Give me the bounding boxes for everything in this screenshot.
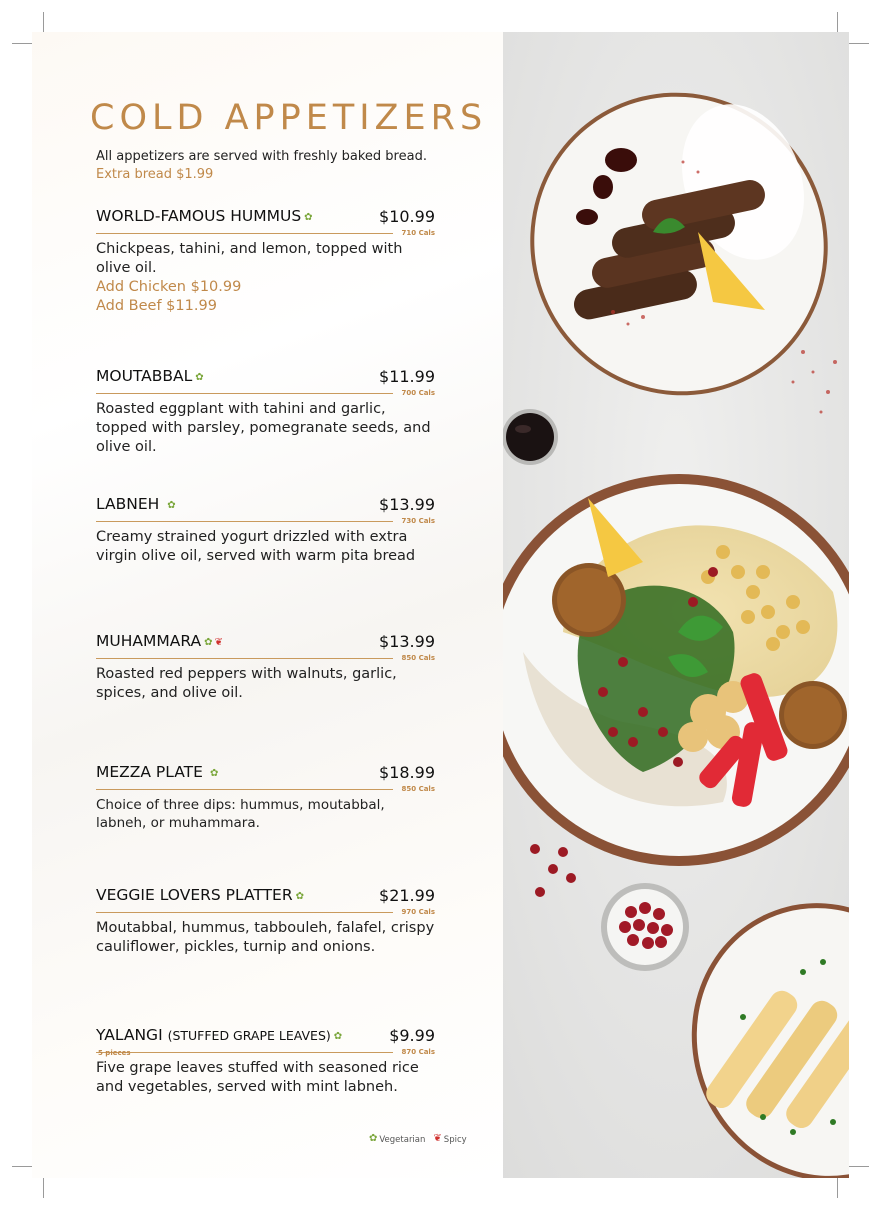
divider [96, 521, 393, 522]
item-description: Chickpeas, tahini, and lemon, topped with olive oil. [96, 241, 403, 276]
divider [96, 233, 393, 234]
crop-mark [837, 1178, 838, 1198]
crop-mark [849, 43, 869, 44]
leaf-icon: ✿ [295, 891, 305, 902]
crop-mark [43, 12, 44, 32]
item-description: Five grape leaves stuffed with seasoned rice and vegetables, served with mint labneh. [96, 1060, 419, 1095]
item-calories: 700 Cals [401, 389, 435, 397]
menu-item-yalangi [96, 1026, 435, 1097]
item-price: $13.99 [379, 495, 435, 514]
menu-item-world-famous-hummus [96, 207, 435, 316]
crop-mark [43, 1178, 44, 1198]
item-description: Roasted eggplant with tahini and garlic, topped with parsley, pomegranate seeds, and olive oil. [96, 401, 431, 455]
menu-page [32, 32, 849, 1178]
item-name: VEGGIE LOVERS PLATTER [96, 886, 293, 904]
item-calories: 730 Cals [401, 517, 435, 525]
legend-vegetarian: Vegetarian [379, 1135, 426, 1145]
page-title: COLD APPETIZERS [90, 98, 488, 138]
chili-pepper-icon: ❦ [433, 1133, 442, 1144]
item-name: MUHAMMARA [96, 632, 202, 650]
addon-beef: Add Beef $11.99 [96, 298, 217, 314]
item-name: LABNEH [96, 495, 160, 513]
menu-panel [32, 32, 503, 1178]
addon-chicken: Add Chicken $10.99 [96, 279, 242, 295]
item-price: $21.99 [379, 886, 435, 905]
item-calories: 870 Cals [401, 1048, 435, 1056]
menu-item-mezza-plate [96, 763, 435, 832]
divider [96, 658, 393, 659]
item-pieces: 5 pieces [98, 1049, 131, 1057]
item-description: Creamy strained yogurt drizzled with extra virgin olive oil, served with warm pita bread [96, 529, 416, 564]
item-description: Choice of three dips: hummus, moutabbal, labneh, or muhammara. [96, 797, 385, 831]
divider [96, 912, 393, 913]
food-photo [503, 32, 849, 1178]
menu-item-muhammara [96, 632, 435, 703]
item-price: $18.99 [379, 763, 435, 782]
item-name: YALANGI [96, 1026, 163, 1044]
item-calories: 710 Cals [401, 229, 435, 237]
chili-pepper-icon: ❦ [214, 637, 223, 648]
item-calories: 970 Cals [401, 908, 435, 916]
crop-mark [12, 1166, 32, 1167]
item-price: $11.99 [379, 367, 435, 386]
menu-item-labneh [96, 495, 435, 566]
crop-mark [837, 12, 838, 32]
intro-text: All appetizers are served with freshly baked bread. [96, 149, 427, 164]
crop-mark [849, 1166, 869, 1167]
leaf-icon: ✿ [333, 1031, 343, 1042]
item-price: $13.99 [379, 632, 435, 651]
item-name-subtitle: (STUFFED GRAPE LEAVES) [167, 1028, 331, 1043]
menu-item-veggie-lovers-platter [96, 886, 435, 957]
leaf-icon: ✿ [304, 212, 313, 223]
sauce-bowl [503, 409, 558, 465]
item-name: WORLD-FAMOUS HUMMUS [96, 207, 302, 225]
item-description: Roasted red peppers with walnuts, garlic, spices, and olive oil. [96, 666, 397, 701]
item-name: MEZZA PLATE [96, 763, 203, 781]
leaf-icon: ✿ [167, 500, 176, 511]
divider [96, 393, 393, 394]
food-photo-panel [503, 32, 849, 1178]
divider [96, 789, 393, 790]
item-calories: 850 Cals [401, 654, 435, 662]
item-calories: 850 Cals [401, 785, 435, 793]
item-price: $9.99 [389, 1026, 435, 1045]
plate-mezza-platter [503, 474, 849, 866]
item-description: Moutabbal, hummus, tabbouleh, falafel, crispy cauliflower, pickles, turnip and onions. [96, 920, 435, 955]
leaf-icon: ✿ [369, 1133, 378, 1144]
pomegranate-bowl [601, 883, 689, 971]
legend-spicy: Spicy [443, 1135, 467, 1145]
legend [369, 1133, 467, 1145]
item-name: MOUTABBAL [96, 367, 193, 385]
leaf-icon: ✿ [209, 768, 219, 779]
leaf-icon: ✿ [204, 637, 213, 648]
item-price: $10.99 [379, 207, 435, 226]
menu-item-moutabbal [96, 367, 435, 457]
leaf-icon: ✿ [195, 372, 204, 383]
divider [96, 1052, 393, 1053]
crop-mark [12, 43, 32, 44]
extra-bread-note: Extra bread $1.99 [96, 167, 214, 182]
